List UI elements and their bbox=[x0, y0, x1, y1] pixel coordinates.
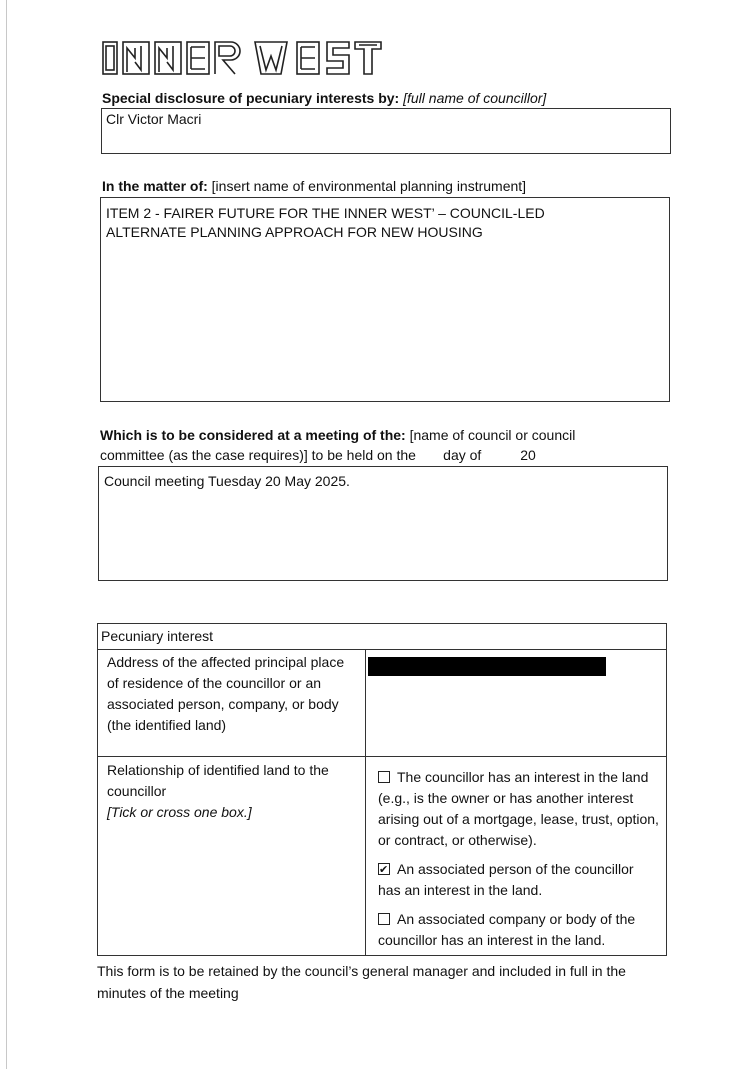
matter-value: ITEM 2 - FAIRER FUTURE FOR THE INNER WEST’ – COUNCIL-LED ALTERNATE PLANNING APPROACH FOR NEW HOUSING bbox=[106, 205, 545, 240]
councillor-name-label bbox=[102, 89, 546, 107]
meeting-label-hint-1: [name of council or council bbox=[405, 427, 576, 443]
redacted-address bbox=[368, 657, 606, 676]
checkbox-icon[interactable] bbox=[378, 913, 390, 925]
councillor-name-label-bold: Special disclosure of pecuniary interests by: bbox=[102, 90, 400, 106]
relationship-cell bbox=[98, 757, 366, 956]
option-text: An associated company or body of the councillor has an interest in the land. bbox=[378, 911, 636, 948]
options-cell bbox=[366, 757, 667, 956]
matter-label-bold: In the matter of: bbox=[102, 178, 208, 194]
meeting-label-bold: Which is to be considered at a meeting of the: bbox=[100, 427, 406, 443]
table-header: Pecuniary interest bbox=[98, 624, 667, 650]
option-councillor-interest[interactable] bbox=[378, 767, 660, 851]
option-text: The councillor has an interest in the land (e.g., is the owner or has another interest arising out of a mortgage, lease, trust, option, or contract, or otherwise). bbox=[378, 769, 659, 848]
matter-label-hint: [insert name of environmental planning instrument] bbox=[207, 178, 527, 194]
checked-checkbox-icon[interactable] bbox=[378, 863, 390, 875]
page-edge-line bbox=[6, 0, 7, 1069]
meeting-label-line2: committee (as the case requires)] to be held on the day of 20 bbox=[100, 447, 536, 463]
inner-west-logo bbox=[101, 40, 385, 78]
meeting-value: Council meeting Tuesday 20 May 2025. bbox=[104, 473, 350, 489]
option-associated-company[interactable] bbox=[378, 909, 660, 951]
relationship-label: Relationship of identified land to the councillor bbox=[107, 762, 329, 799]
meeting-label bbox=[100, 426, 575, 444]
option-associated-person[interactable] bbox=[378, 859, 660, 901]
address-label: Address of the affected principal place of residence of the councillor or an associated person, company, or body (the identified land) bbox=[98, 650, 366, 757]
relationship-note: [Tick or cross one box.] bbox=[107, 804, 252, 820]
pecuniary-interest-table bbox=[97, 623, 667, 956]
option-text: An associated person of the councillor has an interest in the land. bbox=[378, 861, 634, 898]
checkbox-icon[interactable] bbox=[378, 771, 390, 783]
matter-label bbox=[102, 177, 526, 195]
councillor-name-label-hint: [full name of councillor] bbox=[399, 90, 547, 106]
footer-note: This form is to be retained by the council’s general manager and included in full in the minutes of the meeting bbox=[97, 963, 626, 1001]
address-cell bbox=[366, 650, 667, 757]
councillor-name-value: Clr Victor Macri bbox=[106, 111, 202, 127]
